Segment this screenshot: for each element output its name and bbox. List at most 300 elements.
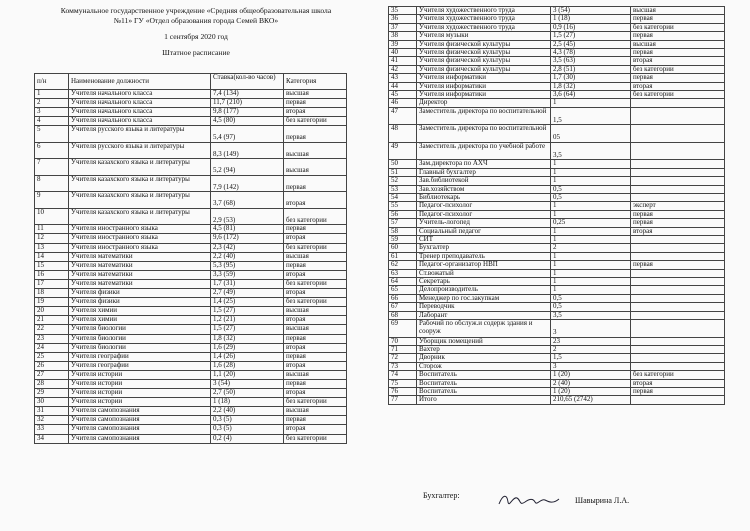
table-row — [389, 311, 725, 319]
row-position: Учителя информатики — [417, 91, 551, 99]
row-category — [631, 142, 725, 160]
row-position: Учитель-логопед — [417, 219, 551, 227]
table-row — [389, 15, 725, 23]
row-category: первая — [631, 49, 725, 57]
row-category: высшая — [284, 159, 347, 176]
row-position: Воспитатель — [417, 388, 551, 396]
row-rate: 3 — [551, 362, 631, 370]
row-rate: 3,6 (64) — [551, 91, 631, 99]
row-position: Учителя математики — [69, 252, 211, 261]
row-position: Заместитель директора по учебной работе — [417, 142, 551, 160]
row-position: Учителя самопознания — [69, 434, 211, 443]
row-position: Учителя музыки — [417, 32, 551, 40]
table-row — [35, 252, 347, 261]
row-position: Учителя казахского языка и литературы — [69, 175, 211, 192]
table-row — [389, 185, 725, 193]
row-category — [631, 244, 725, 252]
row-category: без категории — [284, 117, 347, 126]
row-number: 20 — [35, 307, 69, 316]
accountant-name: Шавырина Л.А. — [575, 496, 630, 505]
row-rate: 9,8 (177) — [211, 108, 284, 117]
row-number: 59 — [389, 236, 417, 244]
table-row — [35, 108, 347, 117]
row-category — [631, 107, 725, 125]
row-rate: 0,9 (16) — [551, 23, 631, 31]
row-category — [631, 125, 725, 143]
row-position: Делопроизводитель — [417, 286, 551, 294]
table-row — [389, 337, 725, 345]
row-number: 44 — [389, 82, 417, 90]
row-number: 18 — [35, 289, 69, 298]
table-row — [389, 82, 725, 90]
row-number: 33 — [35, 425, 69, 434]
table-row — [389, 269, 725, 277]
column-header-position: Наименование должности — [69, 74, 211, 90]
row-number: 28 — [35, 379, 69, 388]
row-category: вторая — [631, 82, 725, 90]
row-number: 5 — [35, 126, 69, 143]
table-row — [35, 208, 347, 225]
row-category: вторая — [284, 192, 347, 209]
table-row — [389, 278, 725, 286]
row-category — [631, 303, 725, 311]
row-rate: 5,3 (95) — [211, 261, 284, 270]
row-number: 35 — [389, 7, 417, 15]
row-position: Зав.библиотекой — [417, 177, 551, 185]
row-rate: 1 — [551, 236, 631, 244]
row-number: 48 — [389, 125, 417, 143]
row-category: высшая — [284, 90, 347, 99]
row-category: вторая — [284, 270, 347, 279]
row-rate: 2,5 (45) — [551, 40, 631, 48]
table-row — [389, 362, 725, 370]
row-category — [631, 185, 725, 193]
row-number: 60 — [389, 244, 417, 252]
row-position: Учителя химии — [69, 316, 211, 325]
row-category — [631, 286, 725, 294]
row-category: без категории — [284, 243, 347, 252]
row-position: Педагог-психолог — [417, 202, 551, 210]
row-category — [631, 337, 725, 345]
table-row — [389, 286, 725, 294]
table-row — [389, 194, 725, 202]
row-category: без категории — [284, 279, 347, 288]
row-category: вторая — [284, 425, 347, 434]
row-category: без категории — [631, 23, 725, 31]
row-position: Учителя самопознания — [69, 416, 211, 425]
table-row — [389, 125, 725, 143]
row-rate: 210,65 (2742) — [551, 396, 631, 404]
row-rate: 4,3 (78) — [551, 49, 631, 57]
row-position: Учителя биологии — [69, 343, 211, 352]
row-number: 1 — [35, 90, 69, 99]
row-category: без категории — [284, 398, 347, 407]
row-rate: 3 (54) — [211, 379, 284, 388]
table-row — [35, 243, 347, 252]
row-category: вторая — [284, 234, 347, 243]
row-category — [631, 354, 725, 362]
row-category — [631, 320, 725, 338]
table-row — [35, 379, 347, 388]
row-position: Учителя иностранного языка — [69, 225, 211, 234]
table-row — [389, 40, 725, 48]
row-category: вторая — [284, 289, 347, 298]
row-position: Учителя биологии — [69, 334, 211, 343]
row-position: СИТ — [417, 236, 551, 244]
row-rate: 1,6 (28) — [211, 361, 284, 370]
table-row — [35, 370, 347, 379]
table-row — [389, 320, 725, 338]
column-header-category: Категория — [284, 74, 347, 90]
table-row — [35, 343, 347, 352]
table-row — [35, 117, 347, 126]
row-rate: 1 — [551, 261, 631, 269]
row-number: 62 — [389, 261, 417, 269]
row-category — [631, 252, 725, 260]
row-position: Учителя физической культуры — [417, 49, 551, 57]
row-number: 49 — [389, 142, 417, 160]
table-row — [389, 107, 725, 125]
table-row — [389, 142, 725, 160]
row-position: Ст.вожатый — [417, 269, 551, 277]
row-position: Учителя химии — [69, 307, 211, 316]
table-row — [389, 346, 725, 354]
row-rate: 2,2 (40) — [211, 252, 284, 261]
table-row — [35, 307, 347, 316]
row-category — [631, 236, 725, 244]
row-number: 26 — [35, 361, 69, 370]
row-number: 74 — [389, 371, 417, 379]
row-rate: 1,4 (26) — [211, 352, 284, 361]
row-position: Учителя художественного труда — [417, 23, 551, 31]
row-rate: 1 — [551, 286, 631, 294]
row-position: Учителя истории — [69, 370, 211, 379]
row-category: первая — [284, 175, 347, 192]
row-position: Сторож — [417, 362, 551, 370]
row-number: 15 — [35, 261, 69, 270]
row-rate: 0,5 — [551, 303, 631, 311]
row-position: Секретарь — [417, 278, 551, 286]
row-number: 76 — [389, 388, 417, 396]
row-rate: 7,9 (142) — [211, 175, 284, 192]
row-number: 58 — [389, 227, 417, 235]
row-category: эксперт — [631, 202, 725, 210]
row-number: 22 — [35, 325, 69, 334]
table-row — [389, 210, 725, 218]
row-number: 27 — [35, 370, 69, 379]
row-rate: 4,5 (80) — [211, 117, 284, 126]
row-number: 63 — [389, 269, 417, 277]
row-category: без категории — [631, 91, 725, 99]
row-position: Учителя математики — [69, 270, 211, 279]
table-row — [389, 261, 725, 269]
table-row — [389, 294, 725, 302]
row-number: 67 — [389, 303, 417, 311]
row-number: 61 — [389, 252, 417, 260]
table-row — [389, 388, 725, 396]
row-rate: 1 — [551, 227, 631, 235]
row-category: первая — [631, 388, 725, 396]
row-number: 37 — [389, 23, 417, 31]
row-category: первая — [631, 74, 725, 82]
table-row — [389, 49, 725, 57]
row-position: Учителя истории — [69, 398, 211, 407]
row-position: Заместитель директора по воспитательной — [417, 107, 551, 125]
row-position: Главный бухгалтер — [417, 168, 551, 176]
row-number: 31 — [35, 407, 69, 416]
table-row — [35, 425, 347, 434]
row-position: Учителя физики — [69, 289, 211, 298]
row-rate: 11,7 (210) — [211, 99, 284, 108]
table-row — [35, 289, 347, 298]
row-position: Учителя физики — [69, 298, 211, 307]
row-number: 3 — [35, 108, 69, 117]
row-rate: 2 (40) — [551, 379, 631, 387]
document-date: 1 сентября 2020 год — [164, 32, 228, 41]
row-number: 23 — [35, 334, 69, 343]
row-position: Педагог-психолог — [417, 210, 551, 218]
row-number: 51 — [389, 168, 417, 176]
row-position: Уборщик помещений — [417, 337, 551, 345]
row-number: 25 — [35, 352, 69, 361]
row-category: первая — [284, 334, 347, 343]
row-position: Зав.хозяйством — [417, 185, 551, 193]
row-category: первая — [284, 261, 347, 270]
row-category — [631, 311, 725, 319]
row-position: Тренер преподаватель — [417, 252, 551, 260]
row-rate: 0,5 — [551, 294, 631, 302]
row-category: первая — [284, 379, 347, 388]
table-row — [389, 303, 725, 311]
row-number: 54 — [389, 194, 417, 202]
row-position: Заместитель директора по воспитательной — [417, 125, 551, 143]
row-number: 43 — [389, 74, 417, 82]
row-position: Учителя информатики — [417, 82, 551, 90]
row-number: 57 — [389, 219, 417, 227]
row-rate: 1,4 (25) — [211, 298, 284, 307]
table-row — [35, 398, 347, 407]
table-row — [389, 99, 725, 107]
row-number: 50 — [389, 160, 417, 168]
row-number: 30 — [35, 398, 69, 407]
table-row — [389, 57, 725, 65]
row-rate: 3,3 (59) — [211, 270, 284, 279]
row-position: Учителя географии — [69, 361, 211, 370]
row-position: Учителя самопознания — [69, 425, 211, 434]
row-category — [631, 160, 725, 168]
row-rate: 2,9 (53) — [211, 208, 284, 225]
row-number: 56 — [389, 210, 417, 218]
row-rate: 1,2 (21) — [211, 316, 284, 325]
row-rate: 1,5 — [551, 354, 631, 362]
row-rate: 3,5 — [551, 142, 631, 160]
row-rate: 1,8 (32) — [551, 82, 631, 90]
row-number: 64 — [389, 278, 417, 286]
row-number: 8 — [35, 175, 69, 192]
row-position: Учителя математики — [69, 279, 211, 288]
row-category: высшая — [284, 307, 347, 316]
table-row — [389, 23, 725, 31]
table-row — [389, 177, 725, 185]
table-row — [389, 65, 725, 73]
row-rate: 0,25 — [551, 219, 631, 227]
row-rate: 0,3 (5) — [211, 425, 284, 434]
org-name-line1: Коммунальное государственное учреждение «Средняя общеобразовательная школа — [60, 6, 332, 15]
table-row — [389, 379, 725, 387]
org-name-line2: №11» ГУ «Отдел образования города Семей ВКО» — [113, 16, 279, 25]
row-rate: 1,5 (27) — [211, 307, 284, 316]
row-position: Учителя казахского языка и литературы — [69, 208, 211, 225]
row-number: 77 — [389, 396, 417, 404]
row-category: вторая — [631, 57, 725, 65]
table-row — [35, 407, 347, 416]
table-row — [389, 168, 725, 176]
row-number: 38 — [389, 32, 417, 40]
row-position: Учителя информатики — [417, 74, 551, 82]
row-category — [631, 168, 725, 176]
row-category: вторая — [284, 316, 347, 325]
row-category: без категории — [631, 65, 725, 73]
row-rate: 3,7 (68) — [211, 192, 284, 209]
row-category: без категории — [284, 434, 347, 443]
row-rate: 1 — [551, 278, 631, 286]
row-category: без категории — [631, 371, 725, 379]
row-category: высшая — [284, 325, 347, 334]
table-row — [389, 160, 725, 168]
row-rate: 1 — [551, 160, 631, 168]
table-row — [35, 261, 347, 270]
row-rate: 1,5 — [551, 107, 631, 125]
row-number: 36 — [389, 15, 417, 23]
row-category: вторая — [284, 389, 347, 398]
row-number: 65 — [389, 286, 417, 294]
row-number: 29 — [35, 389, 69, 398]
row-position: Дворник — [417, 354, 551, 362]
row-category: вторая — [284, 361, 347, 370]
table-row — [35, 279, 347, 288]
row-rate: 9,6 (172) — [211, 234, 284, 243]
row-rate: 1,7 (31) — [211, 279, 284, 288]
table-row — [35, 159, 347, 176]
row-rate: 0,5 — [551, 185, 631, 193]
row-number: 72 — [389, 354, 417, 362]
row-number: 71 — [389, 346, 417, 354]
table-row — [389, 91, 725, 99]
table-row — [389, 7, 725, 15]
row-rate: 3 — [551, 320, 631, 338]
row-category: первая — [284, 126, 347, 143]
row-rate: 05 — [551, 125, 631, 143]
row-rate: 1 — [551, 269, 631, 277]
row-position: Библиотекарь — [417, 194, 551, 202]
row-number: 46 — [389, 99, 417, 107]
row-rate: 1,1 (20) — [211, 370, 284, 379]
table-row — [35, 192, 347, 209]
row-rate: 1 — [551, 99, 631, 107]
row-rate: 1 — [551, 168, 631, 176]
row-rate: 1 (20) — [551, 371, 631, 379]
row-position: Директор — [417, 99, 551, 107]
row-position: Учителя физической культуры — [417, 65, 551, 73]
row-category: высшая — [284, 252, 347, 261]
table-row — [389, 371, 725, 379]
row-position: Учителя начального класса — [69, 117, 211, 126]
row-position: Учителя иностранного языка — [69, 243, 211, 252]
row-rate: 4,5 (81) — [211, 225, 284, 234]
row-number: 73 — [389, 362, 417, 370]
row-number: 11 — [35, 225, 69, 234]
row-rate: 5,2 (94) — [211, 159, 284, 176]
row-category: высшая — [284, 407, 347, 416]
row-category — [631, 346, 725, 354]
row-rate: 5,4 (97) — [211, 126, 284, 143]
row-category: вторая — [284, 108, 347, 117]
row-number: 6 — [35, 142, 69, 159]
table-row — [389, 32, 725, 40]
row-number: 19 — [35, 298, 69, 307]
row-rate: 1,5 (27) — [551, 32, 631, 40]
table-row — [389, 74, 725, 82]
row-category: высшая — [631, 40, 725, 48]
row-category: первая — [631, 261, 725, 269]
table-header-row — [35, 74, 347, 90]
row-position: Педагог-организатор НВП — [417, 261, 551, 269]
document-header — [46, 6, 346, 58]
row-category: высшая — [284, 142, 347, 159]
row-number: 75 — [389, 379, 417, 387]
table-row — [35, 90, 347, 99]
row-category: высшая — [631, 7, 725, 15]
row-number: 34 — [35, 434, 69, 443]
row-position: Бухгалтер — [417, 244, 551, 252]
row-category: первая — [284, 416, 347, 425]
row-number: 66 — [389, 294, 417, 302]
row-position: Учителя физической культуры — [417, 57, 551, 65]
row-position: Учителя самопознания — [69, 407, 211, 416]
row-rate: 1 (18) — [551, 15, 631, 23]
row-position: Учителя истории — [69, 379, 211, 388]
row-category: первая — [631, 219, 725, 227]
row-number: 14 — [35, 252, 69, 261]
table-row — [389, 202, 725, 210]
table-row — [35, 142, 347, 159]
row-number: 52 — [389, 177, 417, 185]
row-rate: 0,3 (5) — [211, 416, 284, 425]
document-title: Штатное расписание — [162, 48, 230, 57]
row-category: без категории — [284, 208, 347, 225]
row-number: 41 — [389, 57, 417, 65]
row-number: 53 — [389, 185, 417, 193]
row-rate: 23 — [551, 337, 631, 345]
table-row — [35, 234, 347, 243]
row-position: Учителя истории — [69, 389, 211, 398]
row-category: высшая — [284, 370, 347, 379]
row-rate: 1 (18) — [211, 398, 284, 407]
accountant-label: Бухгалтер: — [423, 491, 460, 500]
row-position: Учителя иностранного языка — [69, 234, 211, 243]
table-row — [35, 99, 347, 108]
table-row — [389, 354, 725, 362]
row-position: Итого — [417, 396, 551, 404]
row-number: 32 — [35, 416, 69, 425]
row-number: 7 — [35, 159, 69, 176]
table-row — [389, 236, 725, 244]
row-position: Вахтер — [417, 346, 551, 354]
row-rate: 1 (20) — [551, 388, 631, 396]
row-category: вторая — [631, 379, 725, 387]
table-row — [35, 225, 347, 234]
row-rate: 7,4 (134) — [211, 90, 284, 99]
